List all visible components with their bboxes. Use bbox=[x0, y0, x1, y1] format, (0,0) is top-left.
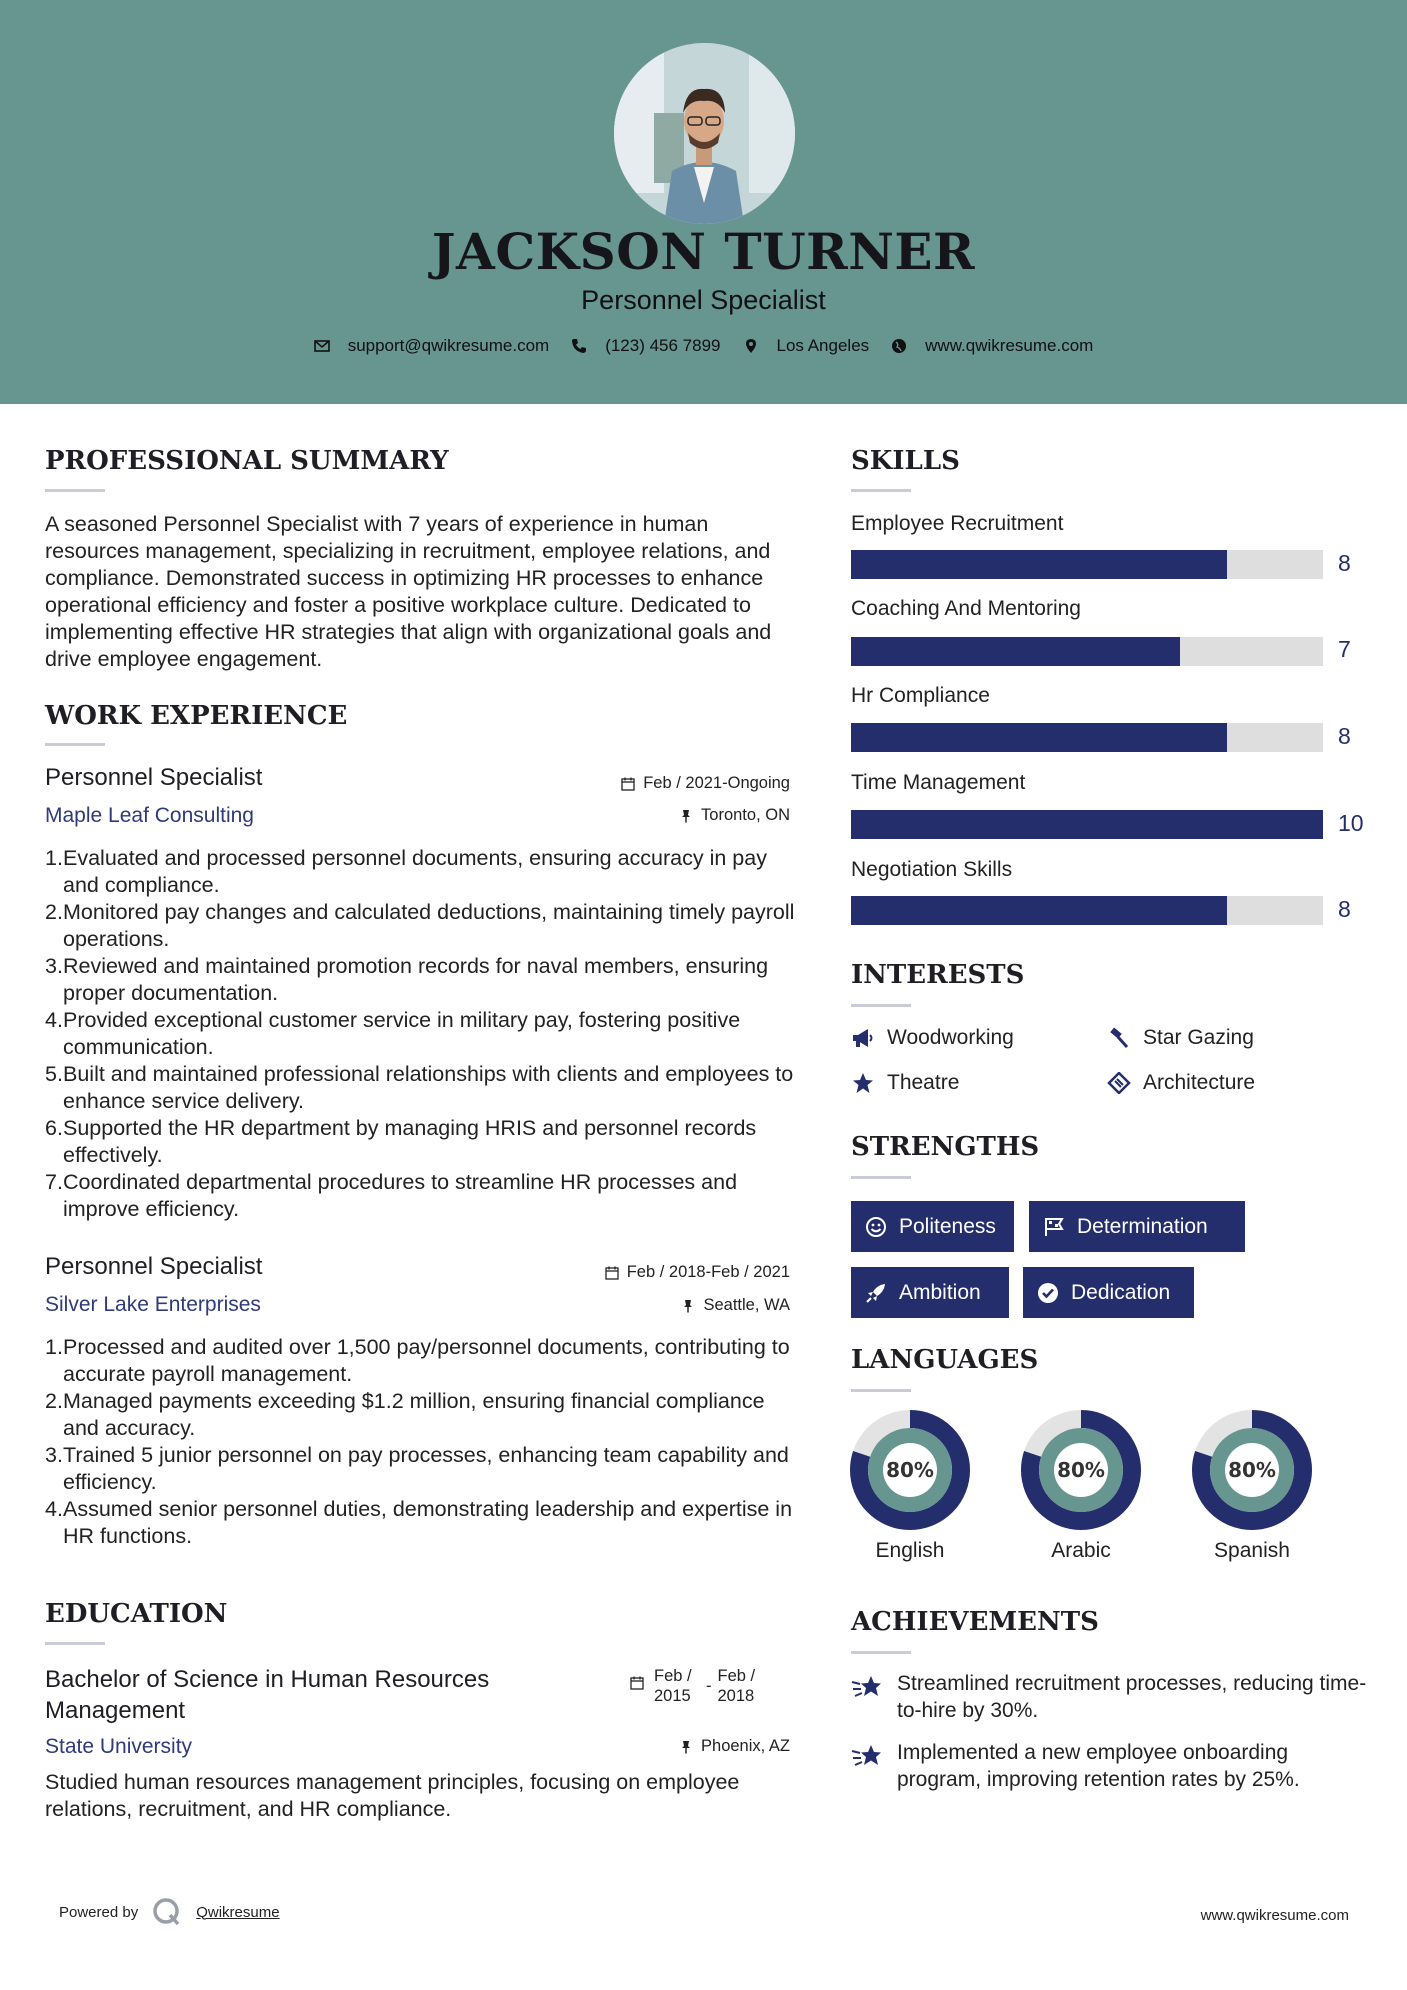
language-name: English bbox=[875, 1539, 945, 1562]
experience-heading: WORK EXPERIENCE bbox=[45, 701, 348, 731]
email-text: support@qwikresume.com bbox=[347, 336, 550, 355]
summary-heading: PROFESSIONAL SUMMARY bbox=[45, 446, 449, 476]
achievements-heading: ACHIEVEMENTS bbox=[851, 1607, 1099, 1637]
list-item: 6. Supported the HR department by managing HRIS and personnel records effectively. bbox=[45, 1116, 757, 1167]
education-location-text: Phoenix, AZ bbox=[701, 1737, 790, 1755]
list-item: 1. Processed and audited over 1,500 pay/personnel documents, contributing to accurate payroll management. bbox=[45, 1335, 790, 1386]
interest-item bbox=[851, 1071, 959, 1095]
strengths-heading: STRENGTHS bbox=[851, 1132, 1040, 1162]
contact-bar bbox=[0, 336, 1407, 356]
interest-label: Woodworking bbox=[887, 1026, 1014, 1049]
job-bullet-list bbox=[45, 1334, 805, 1550]
smile-icon bbox=[865, 1216, 887, 1238]
job-title: Personnel Specialist bbox=[45, 764, 263, 791]
experience-divider bbox=[45, 743, 105, 746]
job-dates bbox=[605, 1263, 790, 1282]
check-circle-icon bbox=[1037, 1282, 1059, 1304]
envelope-icon bbox=[314, 338, 330, 354]
education-divider bbox=[45, 1642, 105, 1645]
achievements-divider bbox=[851, 1651, 911, 1654]
date-separator: - bbox=[706, 1677, 712, 1695]
footer-website[interactable]: www.qwikresume.com bbox=[1200, 1907, 1349, 1924]
calendar-icon bbox=[630, 1676, 644, 1690]
list-item: 4. Assumed senior personnel duties, demonstrating leadership and expertise in HR functions. bbox=[45, 1497, 793, 1548]
language-percent: 80% bbox=[1228, 1458, 1276, 1482]
skill-bar-fill bbox=[851, 810, 1323, 839]
job-title: Personnel Specialist bbox=[45, 1253, 263, 1280]
interest-label: Star Gazing bbox=[1143, 1026, 1254, 1049]
summary-text: A seasoned Personnel Specialist with 7 years of experience in human resources management, specializing in recruitment, employee relations, and compliance. Demonstrated success in optimizing HR processes to enhance operational efficiency and foster a positive workplace culture. Dedicated to implementing effective HR strategies that align with organizational goals and drive employee engagement. bbox=[45, 512, 772, 671]
skill-value: 8 bbox=[1338, 723, 1351, 749]
list-item: 3. Trained 5 junior personnel on pay processes, enhancing team capability and efficiency. bbox=[45, 1443, 789, 1494]
interest-item bbox=[1107, 1071, 1255, 1095]
language-percent: 80% bbox=[1057, 1458, 1105, 1482]
language-name: Arabic bbox=[1051, 1539, 1111, 1562]
map-pin-icon bbox=[743, 338, 759, 354]
profile-photo bbox=[614, 43, 795, 224]
skills-divider bbox=[851, 489, 911, 492]
language-item bbox=[1191, 1409, 1313, 1562]
pushpin-icon bbox=[679, 1740, 693, 1754]
ticket-icon bbox=[1107, 1072, 1131, 1094]
company-name: Maple Leaf Consulting bbox=[45, 804, 254, 827]
footer-powered-by bbox=[59, 1897, 280, 1927]
globe-icon bbox=[891, 338, 907, 354]
list-item: 2. Monitored pay changes and calculated deductions, maintaining timely payroll operations. bbox=[45, 900, 795, 951]
strength-label: Ambition bbox=[899, 1280, 981, 1304]
list-item: 7. Coordinated departmental procedures to streamline HR processes and improve efficiency. bbox=[45, 1170, 738, 1221]
list-item: 5. Built and maintained professional relationships with clients and employees to enhance service delivery. bbox=[45, 1062, 794, 1113]
education-heading: EDUCATION bbox=[45, 1599, 228, 1629]
interests-heading: INTERESTS bbox=[851, 960, 1025, 990]
skill-label: Coaching And Mentoring bbox=[851, 597, 1081, 620]
skill-label: Employee Recruitment bbox=[851, 512, 1064, 535]
job-dates bbox=[621, 774, 790, 793]
flag-icon bbox=[1043, 1216, 1065, 1238]
strength-label: Determination bbox=[1077, 1214, 1208, 1238]
megaphone-icon bbox=[851, 1027, 875, 1049]
skill-bar-fill bbox=[851, 723, 1227, 752]
skill-value: 8 bbox=[1338, 550, 1351, 576]
strength-label: Politeness bbox=[899, 1214, 996, 1238]
languages-divider bbox=[851, 1389, 911, 1392]
interest-item bbox=[851, 1026, 1014, 1050]
skill-bar-fill bbox=[851, 896, 1227, 925]
pushpin-icon bbox=[681, 1299, 695, 1313]
skill-bar-track bbox=[851, 550, 1323, 579]
shooting-star-icon bbox=[851, 1741, 885, 1771]
interests-divider bbox=[851, 1004, 911, 1007]
skill-value: 7 bbox=[1338, 636, 1351, 662]
skill-bar-track bbox=[851, 810, 1323, 839]
strength-tag bbox=[851, 1267, 1009, 1318]
company-name: Silver Lake Enterprises bbox=[45, 1293, 261, 1316]
skill-bar-track bbox=[851, 637, 1323, 666]
achievement-text: Implemented a new employee onboarding program, improving retention rates by 25%. bbox=[897, 1741, 1300, 1791]
strength-tag bbox=[1023, 1267, 1194, 1318]
education-location bbox=[679, 1737, 790, 1756]
powered-by-text: Powered by bbox=[59, 1903, 139, 1921]
skill-bar-track bbox=[851, 723, 1323, 752]
strength-label: Dedication bbox=[1071, 1280, 1171, 1304]
pushpin-icon bbox=[679, 809, 693, 823]
skill-label: Time Management bbox=[851, 771, 1026, 794]
language-percent: 80% bbox=[886, 1458, 934, 1482]
star-icon bbox=[851, 1072, 875, 1094]
contact-location bbox=[743, 336, 870, 356]
list-item: 3. Reviewed and maintained promotion records for naval members, ensuring proper documentation. bbox=[45, 954, 769, 1005]
skill-label: Negotiation Skills bbox=[851, 858, 1013, 881]
interest-label: Architecture bbox=[1143, 1071, 1256, 1094]
language-donut bbox=[1191, 1409, 1313, 1531]
shooting-star-icon bbox=[851, 1672, 885, 1702]
phone-icon bbox=[571, 338, 587, 354]
language-donut bbox=[1020, 1409, 1142, 1531]
education-start: Feb / 2015 bbox=[654, 1667, 692, 1705]
job-dates-text: Feb / 2018-Feb / 2021 bbox=[626, 1263, 790, 1281]
calendar-icon bbox=[621, 777, 635, 791]
summary-divider bbox=[45, 489, 105, 492]
achievement-text: Streamlined recruitment processes, reducing time-to-hire by 30%. bbox=[897, 1672, 1367, 1722]
location-text: Los Angeles bbox=[776, 336, 870, 355]
list-item: 4. Provided exceptional customer service in military pay, fostering positive communication. bbox=[45, 1008, 741, 1059]
calendar-icon bbox=[605, 1266, 619, 1280]
skill-bar-fill bbox=[851, 637, 1180, 666]
job-location bbox=[681, 1296, 790, 1315]
gavel-icon bbox=[1107, 1027, 1131, 1049]
strengths-divider bbox=[851, 1176, 911, 1179]
skill-bar-fill bbox=[851, 550, 1227, 579]
education-description: Studied human resources management principles, focusing on employee relations, recruitment, and HR compliance. bbox=[45, 1770, 740, 1821]
language-item bbox=[849, 1409, 971, 1562]
languages-heading: LANGUAGES bbox=[851, 1345, 1039, 1375]
candidate-title: Personnel Specialist bbox=[581, 285, 826, 315]
skill-value: 10 bbox=[1338, 810, 1364, 836]
candidate-name: JACKSON TURNER bbox=[431, 222, 976, 281]
website-text: www.qwikresume.com bbox=[925, 336, 1094, 355]
contact-phone[interactable] bbox=[571, 336, 720, 356]
skill-bar-track bbox=[851, 896, 1323, 925]
brand-link[interactable]: Qwikresume bbox=[196, 1903, 280, 1921]
rocket-icon bbox=[865, 1282, 887, 1304]
skill-label: Hr Compliance bbox=[851, 684, 990, 707]
education-dates bbox=[630, 1666, 766, 1706]
phone-text: (123) 456 7899 bbox=[605, 336, 721, 355]
list-item: 2. Managed payments exceeding $1.2 million, ensuring financial compliance and accuracy. bbox=[45, 1389, 765, 1440]
job-location-text: Seattle, WA bbox=[703, 1296, 790, 1314]
interest-label: Theatre bbox=[887, 1071, 960, 1094]
skill-value: 8 bbox=[1338, 896, 1351, 922]
language-donut bbox=[849, 1409, 971, 1531]
skills-heading: SKILLS bbox=[851, 446, 960, 476]
language-name: Spanish bbox=[1214, 1539, 1290, 1562]
job-bullet-list bbox=[45, 845, 805, 1223]
language-item bbox=[1020, 1409, 1142, 1562]
resume-header bbox=[0, 0, 1407, 404]
education-end: Feb / 2018 bbox=[717, 1667, 756, 1705]
achievement-item bbox=[851, 1670, 1371, 1724]
interest-item bbox=[1107, 1026, 1254, 1050]
job-dates-text: Feb / 2021-Ongoing bbox=[643, 774, 790, 792]
job-location bbox=[679, 806, 790, 825]
achievement-item bbox=[851, 1739, 1371, 1793]
contact-website[interactable] bbox=[891, 336, 1093, 356]
school-name: State University bbox=[45, 1735, 193, 1758]
strength-tag bbox=[1029, 1201, 1245, 1252]
job-location-text: Toronto, ON bbox=[701, 806, 790, 824]
degree-title: Bachelor of Science in Human Resources Management bbox=[45, 1666, 490, 1724]
list-item: 1. Evaluated and processed personnel documents, ensuring accuracy in pay and compliance. bbox=[45, 846, 767, 897]
strength-tag bbox=[851, 1201, 1014, 1252]
qwikresume-logo-icon bbox=[152, 1897, 182, 1927]
contact-email[interactable] bbox=[314, 336, 550, 356]
